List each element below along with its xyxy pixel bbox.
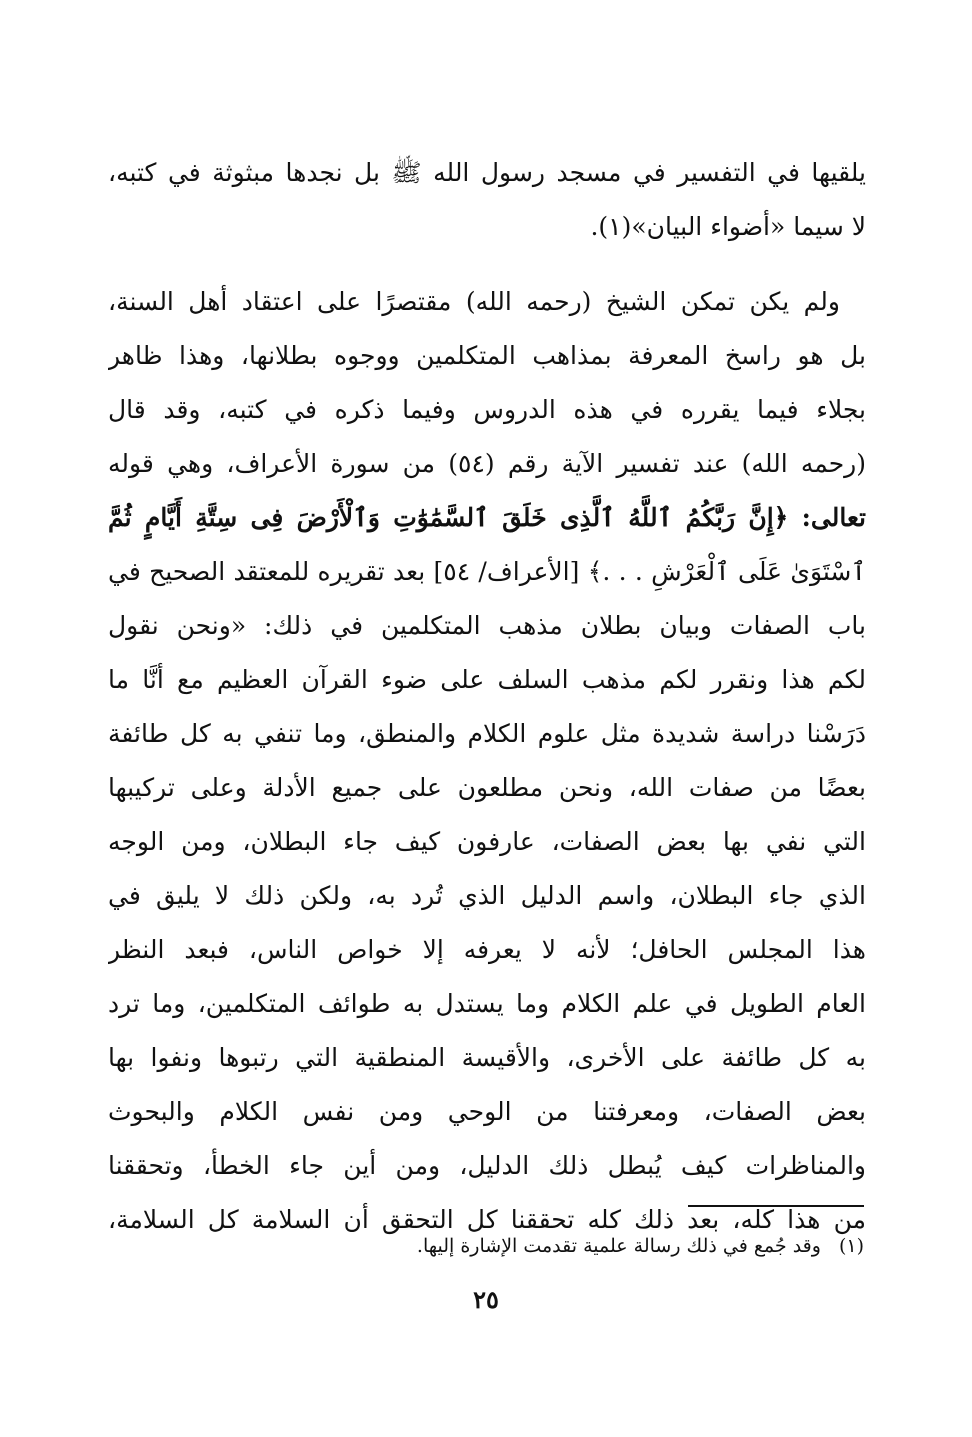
text-line: بعضًا من صفات الله، ونحن مطلعون على جميع الأدلة وعلى تركيبها — [108, 773, 866, 802]
quran-verse-line: تعالى: ﴿إِنَّ رَبَّكُمُ ٱللَّهُ ٱلَّذِى خَلَقَ ٱلسَّمَٰوَٰتِ وَٱلْأَرْضَ فِى سِتَّةِ أَيَّامٍ ثُمَّ — [108, 503, 866, 532]
text-line: من هذا كله، بعد ذلك كله تحققنا كل التحقق أن السلامة كل السلامة، — [108, 1205, 866, 1234]
text-line: والمناظرات كيف يُبطل ذلك الدليل، ومن أين جاء الخطأ، وتحققنا — [108, 1151, 866, 1180]
text-line: لا سيما «أضواء البيان»(١). — [590, 212, 866, 241]
paragraph-2 — [108, 275, 866, 1247]
footnote-number: (١) — [838, 1235, 864, 1257]
text-line: الذي جاء البطلان، واسم الدليل الذي تُرد به، ولكن ذلك لا يليق في — [108, 881, 866, 910]
text-line: ولم يكن تمكن الشيخ (رحمه الله) مقتصرًا على اعتقاد أهل السنة، — [108, 287, 840, 316]
text-line: العام الطويل في علم الكلام وما يستدل به طوائف المتكلمين، وما ترد — [108, 989, 866, 1018]
text-line: باب الصفات وبيان بطلان مذهب المتكلمين في ذلك: «ونحن نقول — [108, 611, 866, 640]
text-line: به كل طائفة على الأخرى، والأقيسة المنطقية التي رتبوها ونفوا بها — [108, 1043, 866, 1072]
text-line: يلقيها في التفسير في مسجد رسول الله ﷺ بل نجدها مبثوثة في كتبه، — [108, 158, 866, 187]
footnote-text: وقد جُمع في ذلك رسالة علمية تقدمت الإشارة إليها. — [416, 1235, 821, 1257]
text-line: التي نفي بها بعض الصفات، عارفون كيف جاء البطلان، ومن الوجه — [108, 827, 866, 856]
text-line: بل هو راسخ المعرفة بمذاهب المتكلمين ووجوه بطلانها، وهذا ظاهر — [108, 341, 866, 370]
quran-verse-line: ٱسْتَوَىٰ عَلَى ٱلْعَرْشِ . . .﴾ [الأعراف/ ٥٤] بعد تقريره للمعتقد الصحيح في — [108, 557, 866, 586]
text-line: بعض الصفات، ومعرفتنا من الوحي ومن نفس الكلام والبحوث — [108, 1097, 866, 1126]
text-line: هذا المجلس الحافل؛ لأنه لا يعرفه إلا خواص الناس، فبعد النظر — [108, 935, 866, 964]
text-line: بجلاء فيما يقرره في هذه الدروس وفيما ذكره في كتبه، وقد قال — [108, 395, 866, 424]
footnote-separator — [688, 1205, 864, 1207]
text-line: (رحمه الله) عند تفسير الآية رقم (٥٤) من سورة الأعراف، وهي قوله — [108, 449, 866, 478]
text-line: لكم هذا ونقرر لكم مذهب السلف على ضوء القرآن العظيم مع أنَّا ما — [108, 665, 866, 694]
paragraph-1 — [108, 146, 866, 254]
page-number: ٢٥ — [473, 1285, 499, 1314]
text-line: دَرَسْنا دراسة شديدة مثل علوم الكلام والمنطق، وما تنفي به كل طائفة — [108, 719, 866, 748]
footnote — [164, 1228, 864, 1264]
